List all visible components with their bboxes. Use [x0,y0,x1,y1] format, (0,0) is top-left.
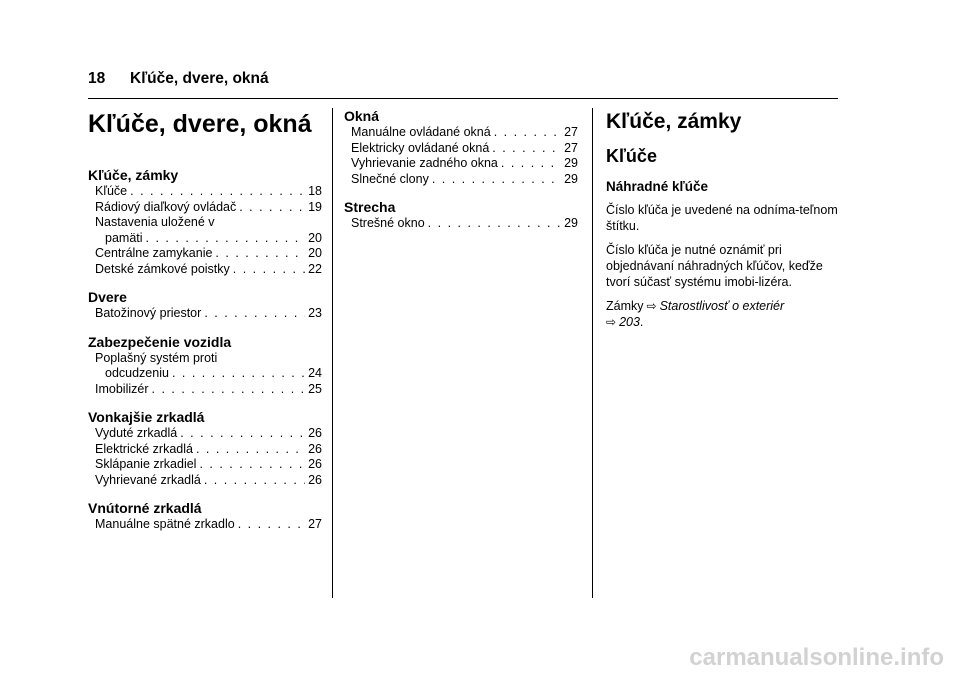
column-divider [332,108,333,598]
reference-arrow-icon: ⇨ [646,299,657,313]
toc-entry[interactable]: Vyhrievané zrkadlá . . . 26 [95,473,322,489]
toc-entry[interactable]: pamäti . . . 20 [95,231,322,247]
toc-page: 24 [308,366,322,380]
reference-link[interactable]: Starostlivosť o exteriér [659,299,785,313]
toc-section-heading: Strecha [344,199,396,215]
toc-section-heading: Kľúče, zámky [88,167,179,183]
toc-page: 29 [564,216,578,230]
toc-list [88,351,322,398]
toc-list [344,216,578,232]
page-header [88,70,838,88]
toc-page: 26 [308,426,322,440]
subsection-title: Kľúče [606,146,657,166]
section-title: Kľúče, zámky [606,110,742,133]
toc-entry[interactable]: Rádiový diaľkový ovládač . . . 19 [95,200,322,216]
toc-page: 27 [308,517,322,531]
toc-entry[interactable]: Elektricky ovládané okná . . . 27 [351,141,578,157]
toc-entry[interactable]: Imobilizér . . . 25 [95,382,322,398]
column-divider [592,108,593,598]
toc-list [88,517,322,533]
toc-section-heading: Vonkajšie zrkadlá [88,409,205,425]
toc-page: 27 [564,125,578,139]
content-column [606,108,838,338]
header-title: Kľúče, dvere, okná [130,70,269,87]
toc-page: 26 [308,441,322,456]
toc-page: 25 [308,381,322,396]
toc-entry[interactable]: Vyduté zrkadlá . . . 26 [95,426,322,442]
toc-entry[interactable]: Batožinový priestor . . . 23 [95,306,322,322]
toc-entry[interactable]: Kľúče . . . 18 [95,184,322,200]
toc-entry[interactable]: Elektrické zrkadlá . . . 26 [95,442,322,458]
toc-entry[interactable]: Manuálne spätné zrkadlo . . . 27 [95,517,322,533]
paragraph: Číslo kľúča je nutné oznámiť pri objednávaní náhradných kľúčov, keďže tvorí súčasť systému imobi-lizéra. [606,243,823,289]
toc-list [88,306,322,322]
toc-page: 19 [308,199,322,214]
toc-page: 26 [308,457,322,471]
toc-page: 20 [308,230,322,245]
toc-page: 29 [564,156,578,170]
toc-section-heading: Zabezpečenie vozidla [88,333,232,350]
toc-entry[interactable]: Sklápanie zrkadiel . . . 26 [95,457,322,473]
reference-page-link[interactable]: 203 [619,315,640,329]
toc-page: 22 [308,261,322,276]
toc-column-2 [344,108,578,232]
toc-entry[interactable]: Slnečné clony . . . 29 [351,172,578,188]
toc-entry-line[interactable]: Nastavenia uložené v [95,215,215,229]
paragraph: Číslo kľúča je uvedené na odníma-teľnom štítku. [606,203,838,233]
toc-page: 18 [308,184,322,198]
toc-section-heading: Okná [344,108,380,124]
cross-reference [606,298,838,330]
toc-section-heading: Vnútorné zrkadlá [88,500,202,516]
toc-list [88,184,322,277]
toc-page: 27 [564,140,578,155]
watermark: carmanualsonline.info [689,644,944,671]
toc-page: 20 [308,246,322,260]
toc-entry[interactable]: Strešné okno . . . 29 [351,216,578,232]
toc-entry[interactable]: Detské zámkové poistky . . . 22 [95,262,322,278]
reference-prefix: Zámky [606,299,644,313]
reference-arrow-icon: ⇨ [606,315,617,329]
toc-column-1 [88,108,322,533]
toc-page: 23 [308,306,322,320]
header-rule [88,98,838,99]
toc-entry[interactable]: Manuálne ovládané okná . . . 27 [351,125,578,141]
toc-entry[interactable]: Centrálne zamykanie . . . 20 [95,246,322,262]
page-number: 18 [88,70,106,87]
topic-title: Náhradné kľúče [606,179,708,194]
toc-list [88,426,322,488]
toc-page: 26 [308,472,322,487]
toc-entry[interactable]: odcudzeniu . . . 24 [95,366,322,382]
toc-entry[interactable]: Vyhrievanie zadného okna . . . 29 [351,156,578,172]
reference-end: . [639,315,644,329]
toc-list [344,125,578,187]
toc-page: 29 [564,171,578,186]
toc-section-heading: Dvere [88,289,127,305]
chapter-title: Kľúče, dvere, okná [88,110,312,138]
toc-entry-line[interactable]: Poplašný systém proti [95,350,218,365]
